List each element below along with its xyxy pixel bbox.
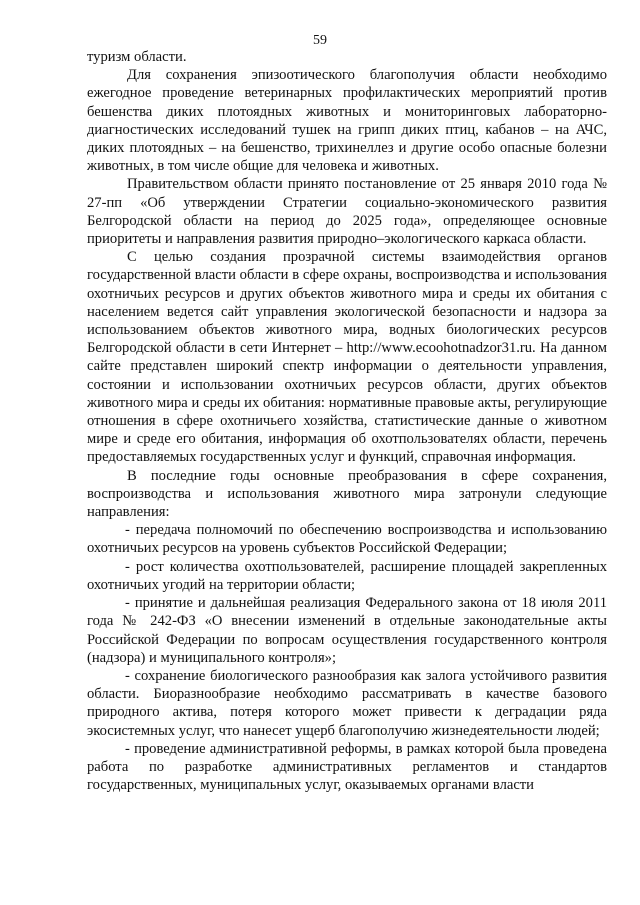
list-item-hunters-growth: - рост количества охотпользователей, расширение площадей закрепленных охотничьих угодий на территории области;	[87, 558, 607, 593]
list-item-biodiversity: - сохранение биологического разнообразия как залога устойчивого развития области. Биоразнообразие необходимо рассматривать в качестве базового природного актива, потеря которого может привести к деградации ряда экосистемных услуг, что нанесет ущерб благополучию жизнедеятельности людей;	[87, 667, 607, 739]
paragraph-resolution: Правительством области принято постановление от 25 января 2010 года № 27-пп «Об утверждении Стратегии социально-экономического развития Белгородской области на период до 2025 года», определяющее основные приоритеты и направления развития природно–экологического каркаса области.	[87, 176, 607, 248]
paragraph-epizootic: Для сохранения эпизоотического благополучия области необходимо ежегодное проведение ветеринарных профилактических мероприятий против бешенства диких плотоядных животных и мониторинговых лабораторно-диагностических исследований тушек на грипп диких птиц, кабанов – на АЧС, диких плотоядных – на бешенство, трихинеллез и другие особо опасные болезни животных, в том числе общие для человека и животных.	[87, 67, 607, 175]
paragraph-website: С целью создания прозрачной системы взаимодействия органов государственной власти области в сфере охраны, воспроизводства и использования охотничьих ресурсов и других объектов животного мира и среды их обитания с населением ведется сайт управления экологической безопасности и надзора за использованием объектов животного мира, водных биологических ресурсов Белгородской области в сети Интернет – http://www.ecoohotnadzor31.ru. На данном сайте представлен широкий спектр информации о деятельности управления, состоянии и использовании охотничьих ресурсов области, других объектов животного мира и среды их обитания: нормативные правовые акты, регулирующие отношения в сфере охотничьего хозяйства, статистические данные о животном мире и среде его обитания, информация об охотпользователях области, перечень предоставляемых государственных услуг и функций, справочная информация.	[87, 249, 607, 466]
document-body	[87, 48, 607, 794]
list-item-federal-law: - принятие и дальнейшая реализация Федерального закона от 18 июля 2011 года № 242-ФЗ «О внесении изменений в отдельные законодательные акты Российской Федерации по вопросам осуществления государственного контроля (надзора) и муниципального контроля»;	[87, 595, 607, 666]
page-number: 59	[313, 33, 327, 48]
list-item-powers-transfer: - передача полномочий по обеспечению воспроизводства и использованию охотничьих ресурсов на уровень субъектов Российской Федерации;	[87, 522, 607, 557]
paragraph-continuation: туризм области.	[87, 49, 187, 65]
paragraph-reforms-intro: В последние годы основные преобразования в сфере сохранения, воспроизводства и использования животного мира затронули следующие направления:	[87, 467, 607, 521]
list-item-admin-reform: - проведение административной реформы, в рамках которой была проведена работа по разработке административных регламентов и стандартов государственных, муниципальных услуг, оказываемых органами власти	[87, 740, 607, 794]
